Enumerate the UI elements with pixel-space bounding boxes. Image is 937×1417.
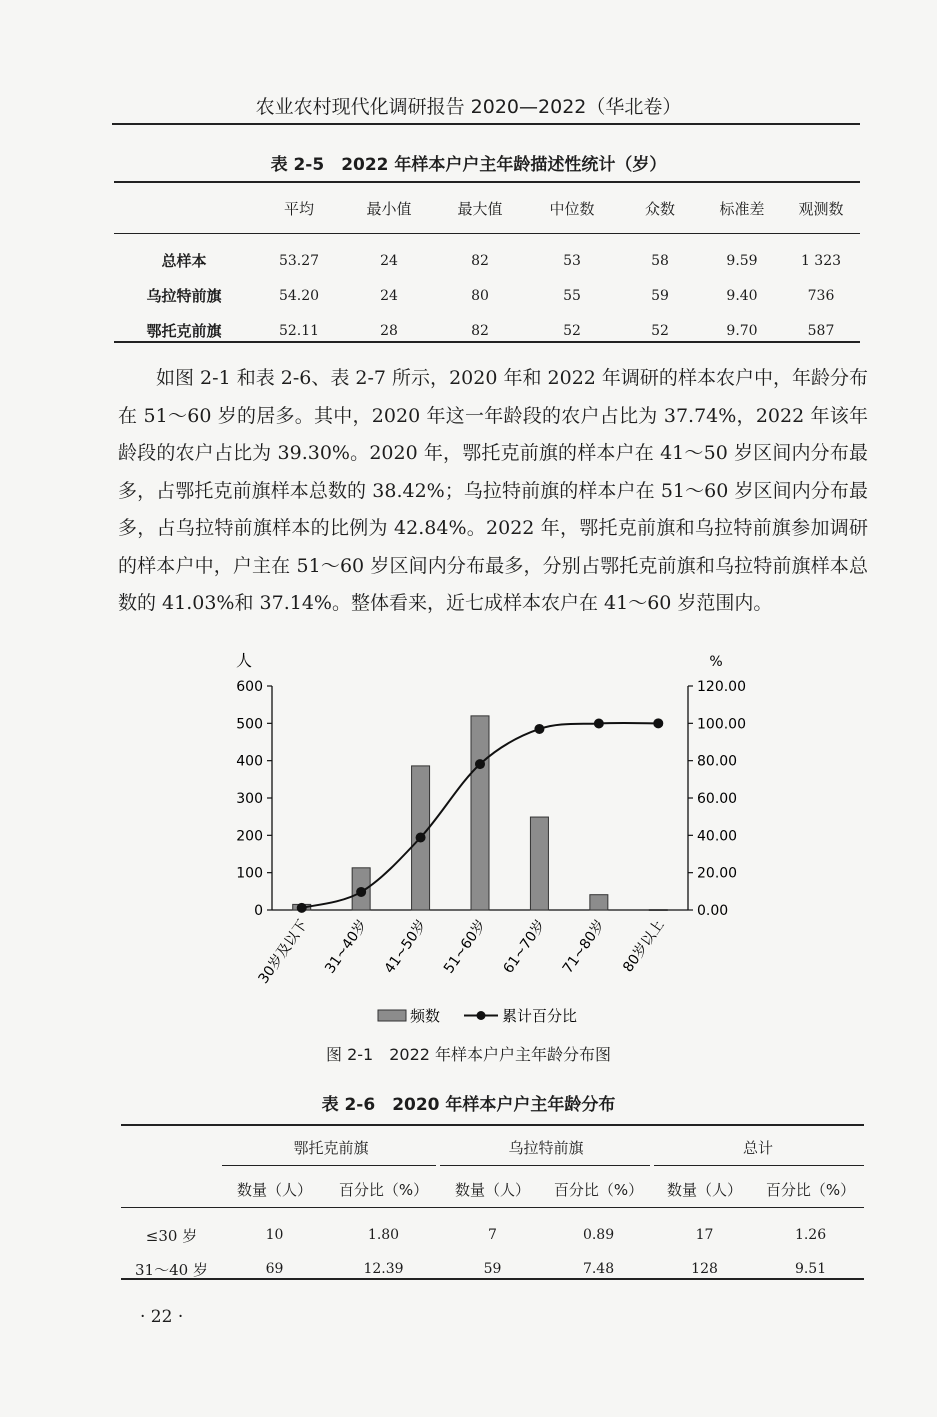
header-rule — [112, 123, 860, 125]
table-cell: 7.48 — [582, 1261, 615, 1277]
group-header-wulateqianqi: 乌拉特前旗 — [508, 1139, 584, 1157]
table-cell: 1 323 — [800, 252, 842, 269]
table-cell: 7 — [488, 1227, 497, 1243]
table-cell: 82 — [471, 322, 489, 339]
table-2-5-caption: 表 2-5 2022 年样本户户主年龄描述性统计（岁） — [270, 155, 667, 175]
table-cell: 59 — [651, 287, 669, 304]
subcol-percent: 百分比（%） — [553, 1181, 644, 1199]
table-cell: 52.11 — [278, 322, 320, 339]
x-tick-label: 80岁以上 — [620, 917, 668, 976]
table-cell: 82 — [471, 252, 489, 269]
bar-80岁以上 — [649, 910, 667, 911]
page-number: · 22 · — [140, 1307, 184, 1327]
group-header-etuokeqianqi: 鄂托克前旗 — [293, 1139, 369, 1157]
row-label: ≤30 岁 — [145, 1226, 198, 1245]
y-tick-label-left: 600 — [236, 679, 263, 695]
row-label: 总样本 — [161, 252, 207, 270]
table-row — [114, 243, 860, 278]
table-cell: 1.80 — [367, 1227, 400, 1243]
line-point-71~80岁 — [594, 718, 604, 728]
y-tick-label-left: 400 — [236, 753, 263, 770]
y-tick-label-right: 60.00 — [697, 791, 738, 807]
chart-legend — [378, 1007, 577, 1025]
table-cell: 52 — [563, 322, 581, 339]
y-tick-label-right: 80.00 — [697, 753, 738, 770]
y-tick-label-left: 0 — [254, 903, 263, 919]
table-cell: 12.39 — [363, 1261, 404, 1277]
y-tick-label-right: 100.00 — [697, 716, 746, 733]
table-row — [121, 1218, 864, 1252]
table-cell: 24 — [380, 252, 398, 269]
y-tick-label-right: 0.00 — [697, 903, 729, 919]
table-cell: 53.27 — [278, 252, 320, 269]
y-tick-label-left: 200 — [236, 828, 263, 845]
table-2-5-col-median: 中位数 — [549, 199, 595, 218]
table-cell: 587 — [807, 322, 835, 339]
table-cell: 53 — [563, 252, 581, 269]
subcol-count: 数量（人） — [667, 1181, 743, 1199]
y-axis-left-label: 人 — [235, 651, 253, 670]
legend-line-label: 累计百分比 — [502, 1007, 578, 1025]
table-cell: 54.20 — [278, 287, 320, 304]
table-2-6-top-rule — [121, 1124, 864, 1126]
figure-caption: 图 2-1 2022 年样本户户主年龄分布图 — [325, 1045, 612, 1064]
running-header: 农业农村现代化调研报告 2020—2022（华北卷） — [255, 96, 682, 118]
bar-61~70岁 — [530, 817, 548, 910]
table-cell: 0.89 — [582, 1227, 615, 1243]
subcol-percent: 百分比（%） — [338, 1181, 429, 1199]
body-paragraph: 如图 2-1 和表 2-6、表 2-7 所示，2020 年和 2022 年调研的样本农户中，年龄分布在 51～60 岁的居多。其中，2020 年这一年龄段的农户占比为 37.74%，2022 年该年龄段的农户占比为 39.30%。2020 年，鄂托克前旗的样本户在 41～50 岁区间内分布最多，占鄂托克前旗样本总数的 38.42%；乌拉特前旗的样本户在 51～60 岁区间内分布最多，占乌拉特前旗样本的比例为 42.84%。2022 年，鄂托克前旗和乌拉特前旗参加调研的样本户中，户主在 51～60 岁区间内分布最多，分别占鄂托克前旗和乌拉特前旗样本总数的 41.03%和 37.14%。整体看来，近七成样本农户在 41～60 岁范围内。 — [118, 367, 868, 614]
legend-bar-swatch — [378, 1010, 406, 1021]
table-2-5 — [114, 191, 860, 348]
table-cell: 9.59 — [726, 252, 758, 269]
bar-71~80岁 — [590, 895, 608, 910]
table-2-6 — [121, 1130, 864, 1286]
table-2-5-col-mean: 平均 — [283, 199, 314, 218]
row-label: 31～40 岁 — [135, 1260, 208, 1279]
table-2-5-corner — [114, 191, 254, 225]
subcol-count: 数量（人） — [236, 1181, 312, 1199]
group-header-total: 总计 — [743, 1139, 774, 1157]
y-tick-label-left: 300 — [236, 791, 263, 807]
table-cell: 9.40 — [726, 287, 758, 304]
y-tick-label-right: 20.00 — [697, 865, 738, 882]
y-tick-label-left: 100 — [236, 865, 263, 882]
table-cell: 1.26 — [794, 1227, 827, 1243]
y-axis-right-label: % — [709, 654, 723, 670]
table-cell: 128 — [691, 1261, 718, 1277]
table-2-5-col-max: 最大值 — [457, 199, 503, 218]
line-point-41~50岁 — [416, 832, 426, 842]
y-tick-label-right: 40.00 — [697, 828, 738, 845]
table-2-5-top-rule — [114, 181, 860, 183]
table-cell: 58 — [651, 252, 669, 269]
y-tick-label-right: 120.00 — [697, 679, 746, 695]
table-2-5-col-min: 最小值 — [366, 199, 412, 218]
legend-bar-label: 频数 — [410, 1007, 441, 1025]
table-2-5-col-n: 观测数 — [798, 199, 844, 218]
row-label: 乌拉特前旗 — [146, 287, 222, 305]
age-distribution-chart — [0, 640, 937, 1040]
legend-line-marker — [477, 1011, 486, 1020]
table-cell: 52 — [651, 322, 669, 339]
table-cell: 10 — [265, 1227, 284, 1243]
y-tick-label-left: 500 — [236, 716, 263, 733]
table-2-5-col-mode: 众数 — [644, 199, 675, 218]
table-cell: 59 — [483, 1261, 502, 1277]
line-point-30岁及以下 — [297, 903, 307, 913]
x-tick-label: 31~40岁 — [322, 917, 371, 977]
table-cell: 69 — [265, 1261, 284, 1277]
table-cell: 17 — [695, 1227, 714, 1243]
x-tick-label: 71~80岁 — [559, 917, 609, 977]
table-cell: 80 — [471, 287, 489, 304]
table-cell: 24 — [380, 287, 398, 304]
table-cell: 736 — [807, 287, 835, 304]
line-point-31~40岁 — [356, 887, 366, 897]
x-tick-label: 41~50岁 — [381, 917, 430, 977]
table-2-5-col-sd: 标准差 — [719, 199, 765, 218]
x-tick-label: 61~70岁 — [500, 917, 549, 977]
x-tick-label: 51~60岁 — [440, 917, 490, 977]
table-row — [114, 278, 860, 313]
table-row — [114, 313, 860, 348]
row-label: 鄂托克前旗 — [146, 322, 222, 340]
bar-51~60岁 — [471, 716, 489, 910]
table-cell: 9.51 — [794, 1261, 827, 1277]
subcol-count: 数量（人） — [455, 1181, 531, 1199]
x-tick-label: 30岁及以下 — [255, 917, 311, 987]
line-point-61~70岁 — [534, 724, 544, 734]
table-row — [121, 1252, 864, 1286]
table-cell: 9.70 — [726, 322, 758, 339]
line-point-80岁以上 — [653, 718, 663, 728]
subcol-percent: 百分比（%） — [765, 1181, 856, 1199]
table-cell: 28 — [380, 322, 398, 339]
table-cell: 55 — [563, 287, 581, 304]
table-2-6-caption: 表 2-6 2020 年样本户户主年龄分布 — [321, 1095, 616, 1115]
line-point-51~60岁 — [475, 759, 485, 769]
